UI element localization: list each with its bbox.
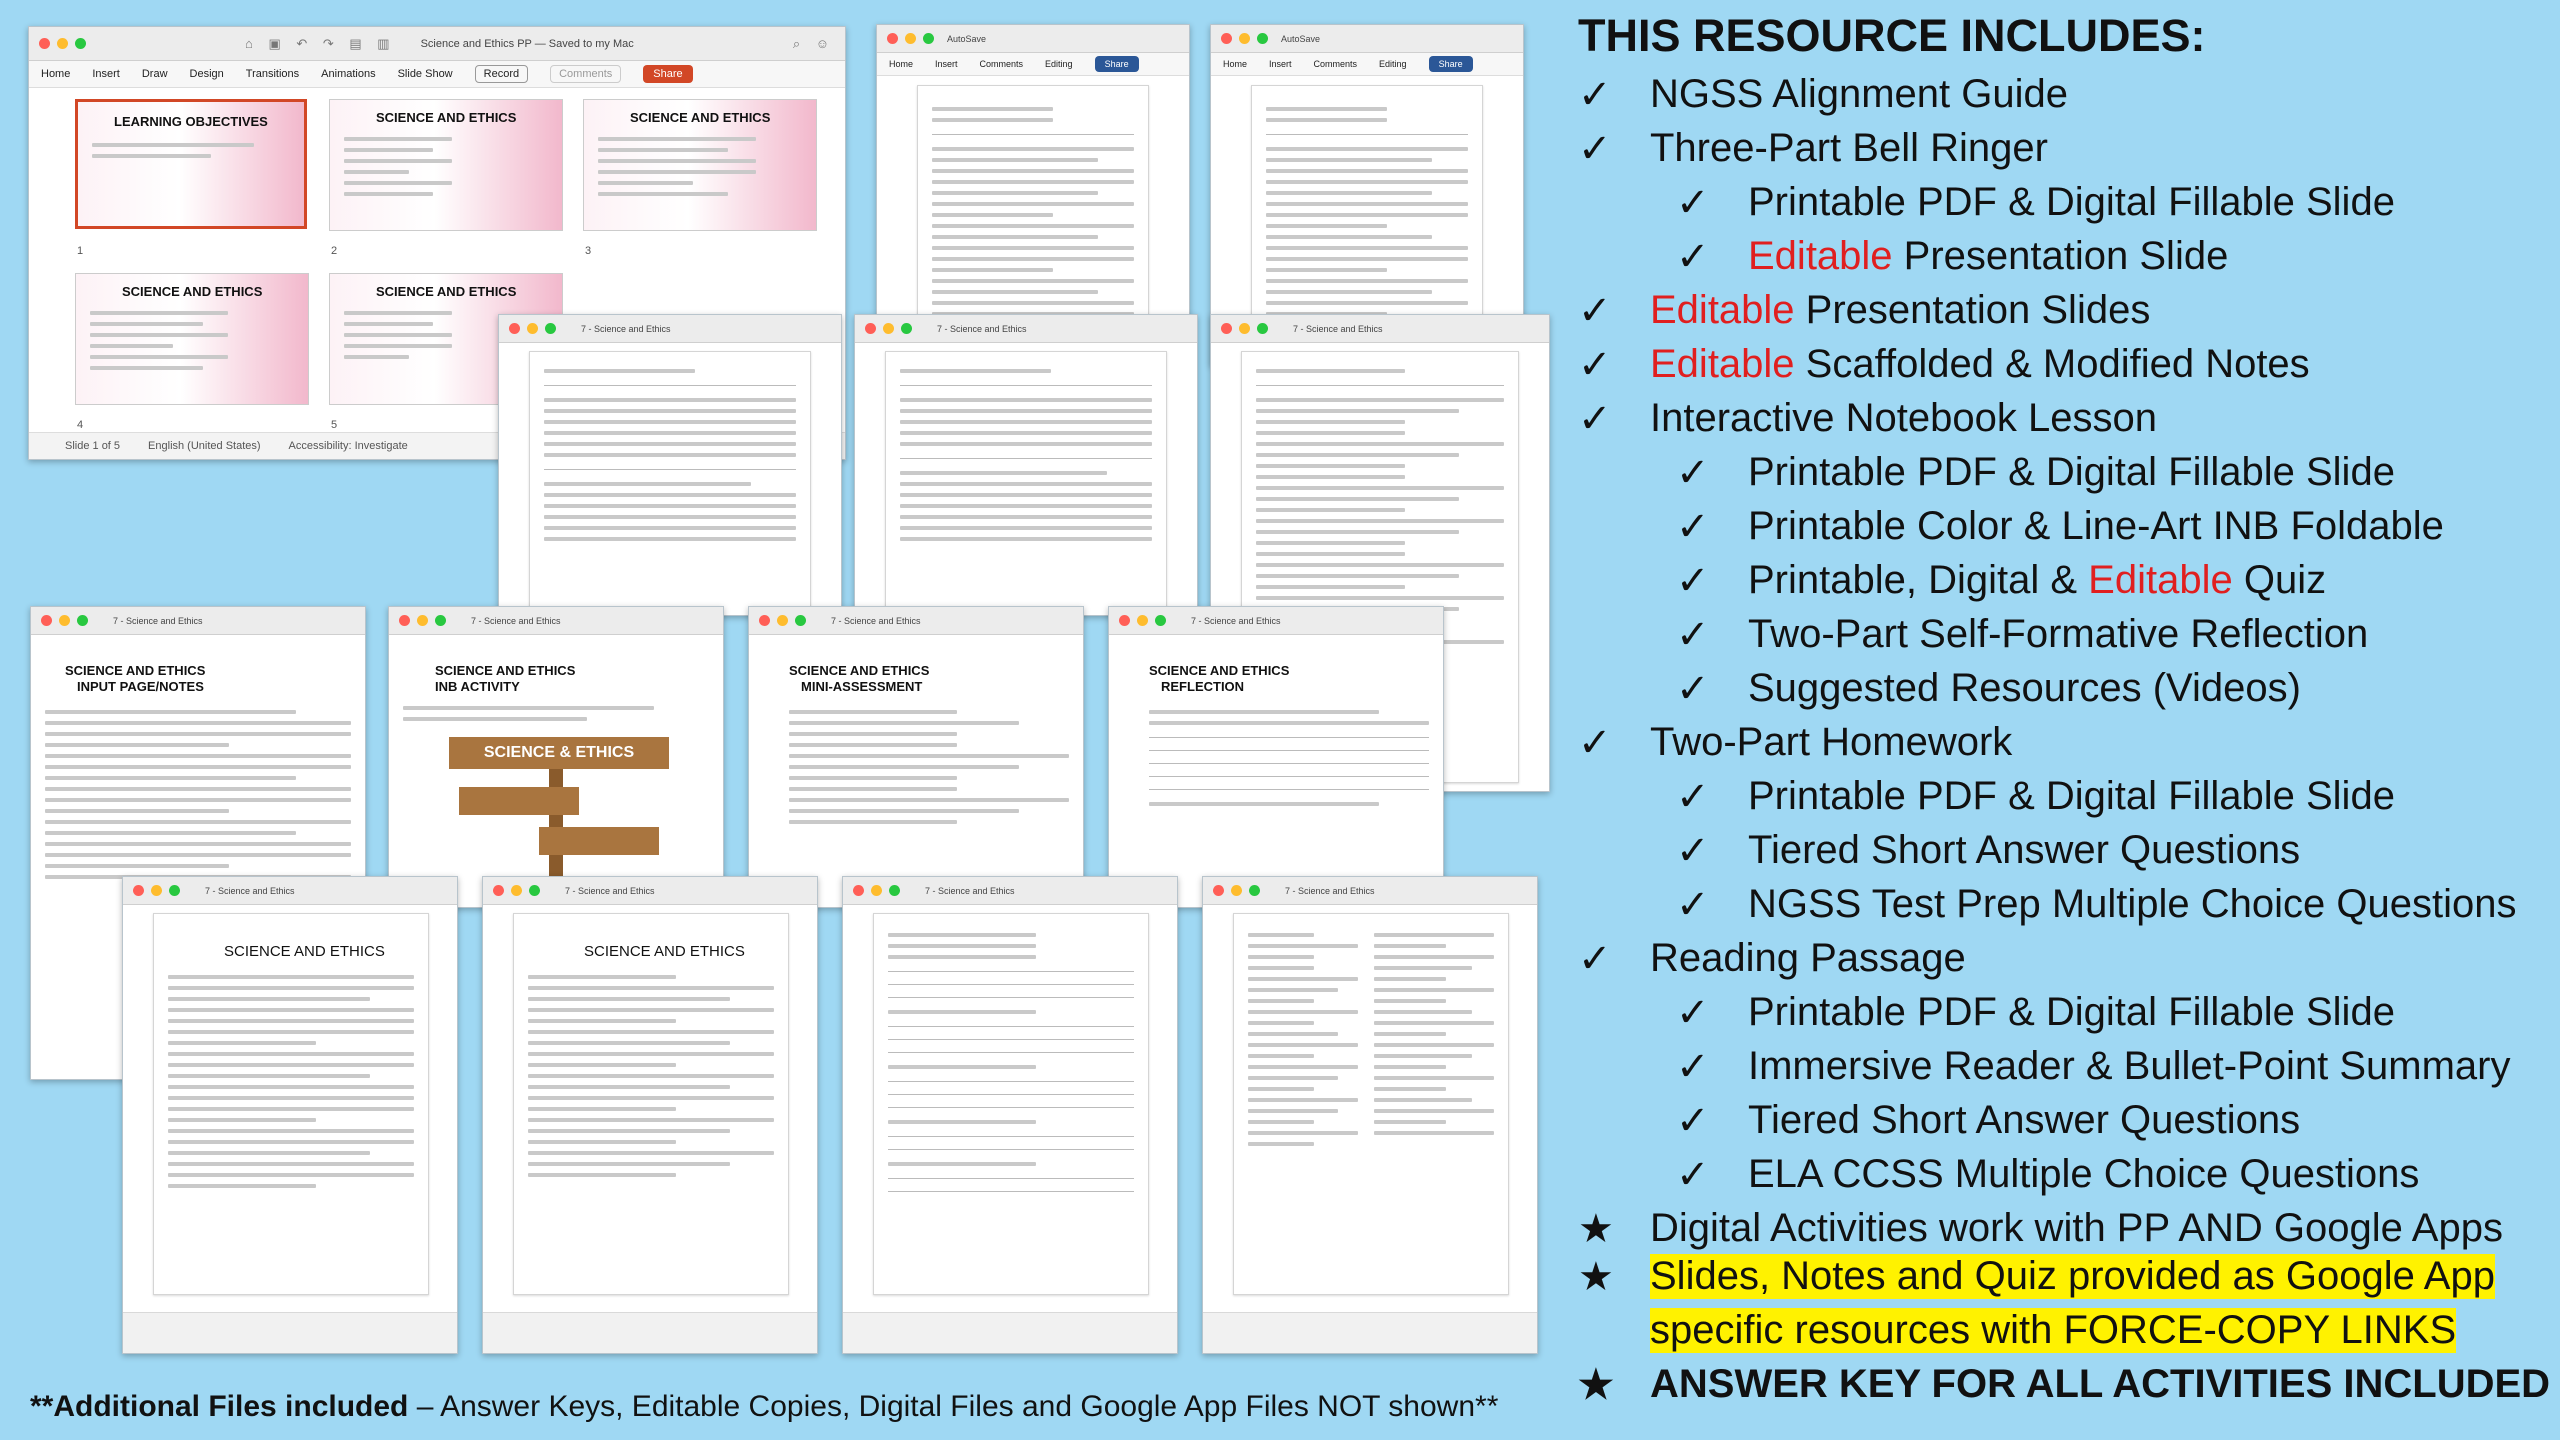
tab-insert[interactable]: Insert <box>92 68 120 80</box>
document-page <box>153 913 429 1295</box>
checkmark-icon: ✓ <box>1676 991 1710 1035</box>
resource-item-text <box>1748 666 2301 711</box>
close-window-icon[interactable] <box>759 615 770 626</box>
slide-heading: SCIENCE AND ETHICS <box>65 663 206 678</box>
resource-item-text <box>1650 288 2150 333</box>
zoom-window-icon[interactable] <box>1155 615 1166 626</box>
slide-subheading: MINI-ASSESSMENT <box>801 679 923 694</box>
slide-heading: SCIENCE AND ETHICS <box>789 663 930 678</box>
word-titlebar <box>1211 25 1523 53</box>
doc-title: 7 - Science and Ethics <box>925 885 1015 896</box>
checkmark-icon: ✓ <box>1578 289 1612 333</box>
document-page <box>885 351 1167 616</box>
close-window-icon[interactable] <box>1119 615 1130 626</box>
resource-item-suffix: Tiered Short Answer Questions <box>1748 1098 2301 1142</box>
slide-number: 1 <box>77 245 84 257</box>
close-window-icon[interactable] <box>41 615 52 626</box>
footer-bold: **Additional Files included <box>30 1390 409 1423</box>
resource-item-suffix: Printable PDF & Digital Fillable Slide <box>1748 774 2395 818</box>
doc-title: 7 - Science and Ethics <box>831 615 921 626</box>
close-window-icon[interactable] <box>887 33 898 44</box>
minimize-window-icon[interactable] <box>871 885 882 896</box>
tab-home[interactable]: Home <box>1223 59 1248 69</box>
footer-note <box>30 1390 1498 1424</box>
editable-highlight: Editable <box>2088 558 2233 602</box>
resource-item-suffix: Tiered Short Answer Questions <box>1748 828 2301 872</box>
slide-subheading: REFLECTION <box>1161 679 1245 694</box>
resource-item-text <box>1748 882 2517 927</box>
checkmark-icon: ✓ <box>1578 343 1612 387</box>
doc-titlebar <box>855 315 1197 343</box>
zoom-window-icon[interactable] <box>435 615 446 626</box>
resource-item-text <box>1748 1152 2419 1197</box>
resource-item-suffix: Suggested Resources (Videos) <box>1748 666 2301 710</box>
checkmark-icon: ✓ <box>1676 451 1710 495</box>
word-titlebar <box>877 25 1189 53</box>
resource-item-text <box>1748 558 2326 603</box>
resource-item-suffix: Printable PDF & Digital Fillable Slide <box>1748 450 2395 494</box>
resource-item-suffix: Interactive Notebook Lesson <box>1650 396 2157 440</box>
record-button[interactable]: Record <box>475 65 528 83</box>
doc-title: 7 - Science and Ethics <box>1191 615 1281 626</box>
doc-title: 7 - Science and Ethics <box>1293 323 1383 334</box>
slide-title: SCIENCE AND ETHICS <box>376 110 517 125</box>
thumbnail-strip[interactable] <box>1203 1312 1537 1353</box>
slide-title: SCIENCE AND ETHICS <box>122 284 263 299</box>
tab-home[interactable]: Home <box>889 59 914 69</box>
minimize-window-icon[interactable] <box>1137 615 1148 626</box>
word-ribbon <box>1211 53 1523 76</box>
zoom-window-icon[interactable] <box>169 885 180 896</box>
resource-item-suffix: NGSS Test Prep Multiple Choice Questions <box>1748 882 2517 926</box>
word-comments[interactable]: Comments <box>1313 59 1358 69</box>
search-icon[interactable]: ⌕ ☺ <box>792 35 835 51</box>
checkmark-icon: ✓ <box>1578 397 1612 441</box>
slide-window-inb <box>388 606 724 908</box>
resource-item-text <box>1650 126 2048 171</box>
star-icon: ★ <box>1578 1363 1614 1407</box>
word-comments[interactable]: Comments <box>979 59 1024 69</box>
doc-titlebar <box>483 877 817 905</box>
zoom-window-icon[interactable] <box>795 615 806 626</box>
resource-item-text <box>1650 72 2068 117</box>
doc-title: 7 - Science and Ethics <box>205 885 295 896</box>
close-window-icon[interactable] <box>1221 323 1232 334</box>
slide-thumb-2[interactable] <box>329 99 563 231</box>
autosave-label[interactable]: AutoSave <box>947 33 987 44</box>
doc-titlebar <box>499 315 841 343</box>
questions-window-2 <box>1202 876 1538 1354</box>
word-editing[interactable]: Editing <box>1045 59 1073 69</box>
share-button[interactable]: Share <box>643 65 692 83</box>
checkmark-icon: ✓ <box>1578 73 1612 117</box>
slide-title: LEARNING OBJECTIVES <box>114 114 268 129</box>
document-page <box>529 351 811 616</box>
doc-titlebar <box>1211 315 1549 343</box>
toolbar-icons: ⌂ ▣ ↶ ↷ ▤ ▥ <box>245 35 396 51</box>
resource-item-text <box>1748 990 2395 1035</box>
star-icon: ★ <box>1578 1207 1614 1251</box>
slide-title: SCIENCE AND ETHICS <box>376 284 517 299</box>
resource-item-suffix: Scaffolded & Modified Notes <box>1794 342 2310 386</box>
slide-thumb-1[interactable] <box>75 99 307 229</box>
resource-item-text <box>1650 720 2012 765</box>
checkmark-icon: ✓ <box>1676 775 1710 819</box>
thumbnail-strip[interactable] <box>123 1312 457 1353</box>
checkmark-icon: ✓ <box>1676 505 1710 549</box>
comments-button[interactable]: Comments <box>550 65 621 83</box>
doc-title: 7 - Science and Ethics <box>937 323 1027 334</box>
tab-insert[interactable]: Insert <box>935 59 958 69</box>
resource-item-suffix: Printable PDF & Digital Fillable Slide <box>1748 990 2395 1034</box>
slide-number: 4 <box>77 419 84 431</box>
status-language[interactable]: English (United States) <box>148 440 261 452</box>
close-window-icon[interactable] <box>1221 33 1232 44</box>
slide-number: 5 <box>331 419 338 431</box>
notes-window-1 <box>498 314 842 616</box>
resource-item-text <box>1748 612 2368 657</box>
editable-highlight: Editable <box>1650 288 1795 332</box>
doc-titlebar <box>123 877 457 905</box>
resource-item-suffix: NGSS Alignment Guide <box>1650 72 2068 116</box>
tab-slide-show[interactable]: Slide Show <box>397 68 453 80</box>
checkmark-icon: ✓ <box>1676 667 1710 711</box>
word-editing[interactable]: Editing <box>1379 59 1407 69</box>
resource-item-text <box>1650 936 1966 981</box>
minimize-window-icon[interactable] <box>527 323 538 334</box>
resource-item-text <box>1650 396 2157 441</box>
tab-transitions[interactable]: Transitions <box>245 68 300 80</box>
editable-highlight: Editable <box>1650 342 1795 386</box>
close-window-icon[interactable] <box>853 885 864 896</box>
tab-design[interactable]: Design <box>189 68 224 80</box>
resource-item-text <box>1748 1044 2510 1089</box>
checkmark-icon: ✓ <box>1676 235 1710 279</box>
resource-item-suffix: Two-Part Homework <box>1650 720 2013 764</box>
slide-number: 2 <box>331 245 338 257</box>
word-share-button[interactable]: Share <box>1429 56 1473 72</box>
slide-thumb-4[interactable] <box>75 273 309 405</box>
thumbnail-strip[interactable] <box>483 1312 817 1353</box>
resource-item-suffix: Two-Part Self-Formative Reflection <box>1748 612 2369 656</box>
document-page <box>1233 913 1509 1295</box>
slide-heading: SCIENCE AND ETHICS <box>1149 663 1290 678</box>
reading-window-1 <box>122 876 458 1354</box>
document-page <box>873 913 1149 1295</box>
resource-item-text <box>1748 450 2395 495</box>
resource-item-suffix: ELA CCSS Multiple Choice Questions <box>1748 1152 2420 1196</box>
tab-draw[interactable]: Draw <box>141 68 168 80</box>
status-slide: Slide 1 of 5 <box>65 440 121 452</box>
highlight-text-2: specific resources with FORCE-COPY LINKS <box>1650 1308 2457 1352</box>
autosave-label[interactable]: AutoSave <box>1281 33 1321 44</box>
resource-item-suffix: Quiz <box>2232 558 2327 602</box>
doc-title: 7 - Science and Ethics <box>113 615 203 626</box>
close-window-icon[interactable] <box>865 323 876 334</box>
reading-title: SCIENCE AND ETHICS <box>584 943 745 960</box>
tab-animations[interactable]: Animations <box>321 68 376 80</box>
signpost-sign: SCIENCE & ETHICS <box>449 737 669 769</box>
minimize-window-icon[interactable] <box>59 615 70 626</box>
slide-subheading: INB ACTIVITY <box>435 679 520 694</box>
minimize-window-icon[interactable] <box>57 38 68 49</box>
word-ribbon <box>877 53 1189 76</box>
doc-titlebar <box>749 607 1083 635</box>
pp-ribbon <box>29 61 845 88</box>
highlight-text-1: Slides, Notes and Quiz provided as Google App <box>1650 1254 2495 1298</box>
slide-window-mini <box>748 606 1084 908</box>
resource-item-text <box>1650 342 2310 387</box>
slide-window-reflection <box>1108 606 1444 908</box>
doc-titlebar <box>1109 607 1443 635</box>
tab-insert[interactable]: Insert <box>1269 59 1292 69</box>
resource-item-text <box>1748 504 2444 549</box>
close-window-icon[interactable] <box>133 885 144 896</box>
zoom-window-icon[interactable] <box>545 323 556 334</box>
status-accessibility[interactable]: Accessibility: Investigate <box>288 440 408 452</box>
footer-text: – Answer Keys, Editable Copies, Digital Files and Google App Files NOT shown** <box>408 1390 1499 1423</box>
zoom-window-icon[interactable] <box>1249 885 1260 896</box>
zoom-window-icon[interactable] <box>923 33 934 44</box>
resource-item-text <box>1748 234 2228 279</box>
checkmark-icon: ✓ <box>1578 937 1612 981</box>
minimize-window-icon[interactable] <box>777 615 788 626</box>
answer-key-text: ANSWER KEY FOR ALL ACTIVITIES INCLUDED <box>1650 1362 2551 1406</box>
signpost-arrow <box>539 827 659 855</box>
resource-item-text <box>1748 828 2300 873</box>
resource-item-suffix: Immersive Reader & Bullet-Point Summary <box>1748 1044 2511 1088</box>
resource-item-text <box>1748 774 2395 819</box>
doc-titlebar <box>843 877 1177 905</box>
checkmark-icon: ✓ <box>1676 1045 1710 1089</box>
checkmark-icon: ✓ <box>1676 1099 1710 1143</box>
resource-item-suffix: Printable Color & Line-Art INB Foldable <box>1748 504 2444 548</box>
doc-title: 7 - Science and Ethics <box>1285 885 1375 896</box>
checkmark-icon: ✓ <box>1676 613 1710 657</box>
minimize-window-icon[interactable] <box>1239 33 1250 44</box>
minimize-window-icon[interactable] <box>151 885 162 896</box>
questions-window-1 <box>842 876 1178 1354</box>
pp-titlebar <box>29 27 845 61</box>
minimize-window-icon[interactable] <box>1239 323 1250 334</box>
checkmark-icon: ✓ <box>1578 721 1612 765</box>
slide-thumb-3[interactable] <box>583 99 817 231</box>
document-page <box>513 913 789 1295</box>
close-window-icon[interactable] <box>399 615 410 626</box>
resource-item-suffix: Printable PDF & Digital Fillable Slide <box>1748 180 2395 224</box>
minimize-window-icon[interactable] <box>883 323 894 334</box>
star-icon: ★ <box>1578 1255 1614 1299</box>
minimize-window-icon[interactable] <box>417 615 428 626</box>
zoom-window-icon[interactable] <box>529 885 540 896</box>
close-window-icon[interactable] <box>509 323 520 334</box>
resource-item-suffix: Presentation Slide <box>1892 234 2229 278</box>
resource-item-suffix: Digital Activities work with PP AND Google Apps <box>1650 1206 2503 1250</box>
zoom-window-icon[interactable] <box>901 323 912 334</box>
editable-highlight: Editable <box>1748 234 1893 278</box>
resource-item-suffix: Reading Passage <box>1650 936 1966 980</box>
checkmark-icon: ✓ <box>1676 829 1710 873</box>
zoom-window-icon[interactable] <box>77 615 88 626</box>
zoom-window-icon[interactable] <box>1257 33 1268 44</box>
notes-window-2 <box>854 314 1198 616</box>
doc-titlebar <box>31 607 365 635</box>
checkmark-icon: ✓ <box>1676 181 1710 225</box>
resource-item-suffix: Presentation Slides <box>1794 288 2151 332</box>
close-window-icon[interactable] <box>1213 885 1224 896</box>
resource-item-text <box>1650 1206 2503 1251</box>
pp-title: Science and Ethics PP — Saved to my Mac <box>420 37 634 50</box>
slide-number: 3 <box>585 245 592 257</box>
doc-title: 7 - Science and Ethics <box>581 323 671 334</box>
slide-subheading: INPUT PAGE/NOTES <box>77 679 204 694</box>
thumbnail-strip[interactable] <box>843 1312 1177 1353</box>
resource-item-text <box>1748 180 2395 225</box>
tab-home[interactable]: Home <box>41 68 71 80</box>
resource-item-prefix: Printable, Digital & <box>1748 558 2089 602</box>
signpost-arrow <box>459 787 579 815</box>
zoom-window-icon[interactable] <box>1257 323 1268 334</box>
zoom-window-icon[interactable] <box>75 38 86 49</box>
doc-titlebar <box>389 607 723 635</box>
minimize-window-icon[interactable] <box>511 885 522 896</box>
minimize-window-icon[interactable] <box>1231 885 1242 896</box>
close-window-icon[interactable] <box>493 885 504 896</box>
slide-heading: SCIENCE AND ETHICS <box>435 663 576 678</box>
doc-title: 7 - Science and Ethics <box>565 885 655 896</box>
checkmark-icon: ✓ <box>1676 1153 1710 1197</box>
resource-item-text <box>1748 1098 2300 1143</box>
minimize-window-icon[interactable] <box>905 33 916 44</box>
doc-title: 7 - Science and Ethics <box>471 615 561 626</box>
word-share-button[interactable]: Share <box>1095 56 1139 72</box>
resource-item-suffix: Three-Part Bell Ringer <box>1650 126 2048 170</box>
doc-titlebar <box>1203 877 1537 905</box>
zoom-window-icon[interactable] <box>889 885 900 896</box>
reading-window-2 <box>482 876 818 1354</box>
checkmark-icon: ✓ <box>1676 883 1710 927</box>
checkmark-icon: ✓ <box>1578 127 1612 171</box>
reading-title: SCIENCE AND ETHICS <box>224 943 385 960</box>
checkmark-icon: ✓ <box>1676 559 1710 603</box>
slide-title: SCIENCE AND ETHICS <box>630 110 771 125</box>
resource-list-title: THIS RESOURCE INCLUDES: <box>1578 10 2206 61</box>
close-window-icon[interactable] <box>39 38 50 49</box>
